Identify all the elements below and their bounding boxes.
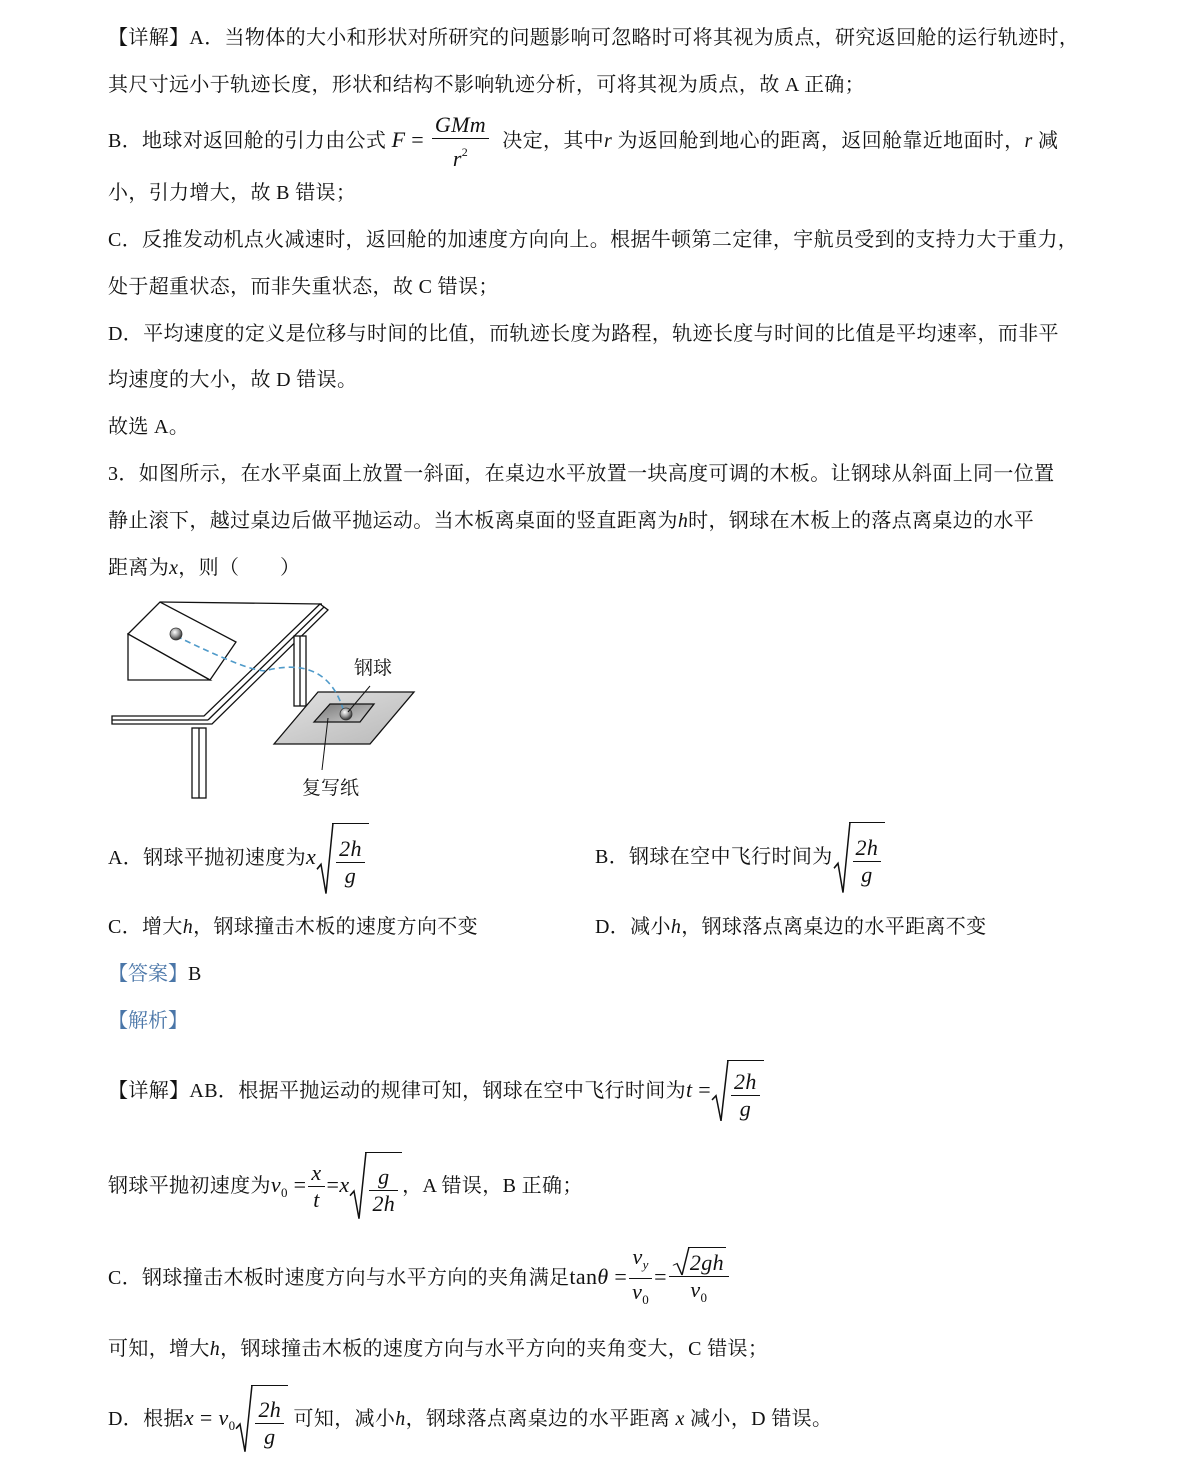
q3-c-text: C．钢球撞击木板时速度方向与水平方向的夹角满足: [108, 1267, 570, 1289]
q2-b-end: 减: [1038, 130, 1059, 153]
num: x: [308, 1160, 324, 1187]
q2-detail-line-c2: [108, 273, 499, 301]
q2-b-suffix: 为返回舱到地心的距离，返回舱靠近地面时，: [617, 130, 1025, 153]
gravity-formula: [391, 112, 497, 171]
den: 2h: [372, 1190, 396, 1216]
option-b-key: B．: [595, 846, 630, 869]
q3-stem-2a: 静止滚下，越过桌边后做平抛运动。当木板离桌面的竖直距离为: [108, 510, 678, 532]
var-x: x: [675, 1408, 685, 1430]
q3-detail-c: [108, 1244, 731, 1313]
option-a-pre: x: [305, 844, 317, 869]
q3-d-suffix-a: 可知，减小: [293, 1408, 396, 1430]
g-over-2h: [369, 1164, 398, 1217]
q2-detail-line-b2: [108, 179, 356, 207]
q3-stem-2b: 时，钢球在木板上的落点离桌边的水平: [688, 510, 1035, 532]
den-var: r: [452, 146, 462, 171]
radicand: 2gh: [688, 1247, 726, 1276]
q3-stem-line-3: [108, 554, 300, 582]
q3-stem-1: 3．如图所示，在水平桌面上放置一斜面，在桌边水平放置一块高度可调的木板。让钢球从斜面上同一位置: [108, 463, 1055, 485]
radical-icon: [711, 1060, 729, 1123]
v0: v: [690, 1276, 701, 1302]
detail-label: 【详解】: [108, 27, 190, 49]
den: [629, 1279, 652, 1313]
q2-conclusion: [108, 413, 189, 441]
q3-stem-line-2: [108, 507, 1034, 535]
x-over-t: [308, 1160, 324, 1213]
q2-detail-line-b1: [108, 112, 1058, 172]
option-a-fraction: [336, 836, 365, 889]
var-x: x: [169, 557, 179, 579]
option-c-var: h: [182, 916, 194, 938]
q3-ab-text: AB．根据平抛运动的规律可知，钢球在空中飞行时间为: [189, 1080, 686, 1102]
lhs: x: [183, 1405, 194, 1430]
option-d-text-b: ，钢球落点离桌边的水平距离不变: [681, 916, 987, 938]
ramp: [128, 602, 236, 680]
pre: x: [339, 1172, 350, 1197]
vy: v: [632, 1244, 643, 1270]
ball-start: [170, 628, 182, 640]
fraction-denominator: [432, 139, 489, 172]
option-b-text: 钢球在空中飞行时间为: [629, 846, 833, 869]
eq: =: [698, 1077, 712, 1102]
theta: θ: [597, 1264, 609, 1289]
vy-sub: y: [642, 1257, 649, 1273]
var-r2: r: [1024, 130, 1033, 153]
radical-icon: [833, 822, 851, 895]
pre: v: [218, 1405, 229, 1430]
q3-detail-v0: [108, 1152, 583, 1226]
detail-label: 【详解】: [108, 1080, 190, 1102]
q2-detail-line-d1: [108, 320, 1059, 348]
num: 2h: [255, 1397, 284, 1424]
option-a-text: 钢球平抛初速度为: [143, 847, 306, 869]
lhs-sub: 0: [280, 1185, 288, 1200]
q2-d-text-2: 均速度的大小，故 D 错误。: [108, 369, 358, 391]
var-h: h: [395, 1408, 406, 1430]
sqrt-2gh: [672, 1247, 726, 1276]
num: 2h: [853, 835, 882, 862]
option-d-text-a: 减小: [630, 916, 671, 938]
q2-detail-line-d2: [108, 366, 357, 394]
num: 2h: [336, 836, 365, 863]
den: g: [344, 863, 357, 889]
formula-eq: =: [411, 127, 425, 153]
option-d-var: h: [670, 916, 682, 938]
eq: =: [293, 1172, 307, 1197]
formula-lhs: F: [391, 127, 406, 153]
analysis-row: [108, 1007, 188, 1035]
radical-icon: [672, 1247, 690, 1276]
q3-d-text: D．根据: [108, 1408, 184, 1430]
q3-stem-3a: 距离为: [108, 557, 170, 579]
option-b-fraction: [853, 835, 882, 888]
option-d-key: D．: [595, 916, 631, 938]
q2-a-text-2: 其尺寸远小于轨迹长度，形状和结构不影响轨迹分析，可将其视为质点，故 A 正确；: [108, 74, 865, 96]
var-h: h: [677, 510, 689, 532]
v0-sub: 0: [700, 1289, 708, 1305]
projectile-experiment-figure: [108, 596, 428, 812]
label-carbon-paper: 复写纸: [302, 777, 360, 799]
den: [669, 1277, 729, 1311]
q3-v0-text: 钢球平抛初速度为: [108, 1175, 271, 1197]
q2-detail-line-a2: [108, 71, 865, 99]
q3-c2-a: 可知，增大: [108, 1338, 210, 1360]
answer-row: [108, 960, 201, 988]
tan-formula: [569, 1244, 731, 1308]
option-d[interactable]: [595, 913, 986, 941]
option-c-text-a: 增大: [142, 916, 183, 938]
option-a-key: A．: [108, 847, 144, 869]
den: g: [739, 1095, 752, 1121]
x-formula: [183, 1396, 288, 1449]
option-b-sqrt: [833, 822, 886, 895]
q3-c2-b: ，钢球撞击木板的速度方向与水平方向的夹角变大，C 错误；: [220, 1338, 769, 1360]
den: g: [264, 1423, 276, 1449]
eq2: =: [654, 1264, 667, 1289]
v0-sqrt: [349, 1152, 402, 1221]
table-ramp-board-diagram: [108, 596, 428, 806]
q2-detail-line-c1: [108, 226, 1078, 254]
var-h: h: [209, 1338, 221, 1360]
q2-a-text: A．当物体的大小和形状对所研究的问题影响可忽略时可将其视为质点，研究返回舱的运行轨迹时，: [189, 27, 1080, 49]
eq2: =: [326, 1172, 340, 1197]
num: [669, 1247, 729, 1277]
q3-v0-suffix: ，A 错误，B 正确；: [402, 1175, 583, 1197]
q3-stem-line-1: [108, 460, 1054, 488]
time-fraction: [731, 1069, 760, 1122]
q2-conclusion-text: 故选 A。: [108, 416, 190, 438]
answer-label: 【答案】: [108, 963, 188, 985]
q2-d-text: D．平均速度的定义是位移与时间的比值，而轨迹长度为路程，轨迹长度与时间的比值是平均速率，而非平: [108, 323, 1059, 345]
x-sqrt: [235, 1385, 288, 1454]
lhs: t: [685, 1077, 693, 1102]
2h-over-g: [255, 1397, 284, 1450]
option-c[interactable]: [108, 913, 478, 941]
q2-b-mid: 决定，其中: [502, 130, 605, 153]
eq: =: [199, 1405, 213, 1430]
time-sqrt: [711, 1060, 764, 1123]
q3-detail-c2: [108, 1335, 768, 1363]
v0: v: [632, 1279, 643, 1305]
option-b[interactable]: [595, 822, 885, 895]
label-steel-ball: 钢球: [354, 657, 393, 679]
option-a[interactable]: [108, 822, 369, 896]
analysis-label: 【解析】: [108, 1010, 188, 1032]
q3-detail-ab: [108, 1060, 764, 1123]
var-r: r: [604, 130, 613, 153]
q2-b-text-2: 小，引力增大，故 B 错误；: [108, 182, 357, 204]
q3-stem-3b: ，则（ ）: [178, 557, 301, 579]
gravity-fraction: [432, 112, 489, 172]
q3-detail-d: [108, 1385, 832, 1459]
v0-formula: [270, 1160, 402, 1216]
num: g: [369, 1164, 398, 1191]
radical-icon: [235, 1385, 253, 1454]
q3-d-suffix-b: ，钢球落点离桌边的水平距离: [405, 1408, 671, 1430]
num: [629, 1244, 652, 1279]
eq: =: [614, 1264, 628, 1289]
den: t: [313, 1187, 320, 1213]
den: g: [861, 862, 873, 888]
den-exp: 2: [461, 145, 469, 159]
v0-sub: 0: [642, 1292, 650, 1308]
answer-value: B: [188, 963, 202, 985]
tan: tan: [569, 1264, 598, 1289]
q2-detail-line-a1: [108, 24, 1079, 52]
time-formula: [685, 1068, 764, 1121]
pre-sub: 0: [228, 1418, 236, 1433]
option-a-sqrt: [316, 823, 369, 896]
q3-d-suffix-c: 减小，D 错误。: [690, 1408, 833, 1430]
option-c-text-b: ，钢球撞击木板的速度方向不变: [193, 916, 479, 938]
sqrt2gh-over-v0: [669, 1247, 729, 1311]
q2-b-prefix: B．地球对返回舱的引力由公式: [108, 130, 387, 153]
fraction-numerator: GMm: [432, 112, 489, 139]
q2-c-text-2: 处于超重状态，而非失重状态，故 C 错误；: [108, 276, 499, 298]
radical-icon: [349, 1152, 367, 1221]
option-c-key: C．: [108, 916, 143, 938]
vy-over-v0: [629, 1244, 652, 1313]
num: 2h: [731, 1069, 760, 1096]
lhs: v: [270, 1172, 281, 1197]
radical-icon: [316, 823, 334, 896]
q2-c-text: C．反推发动机点火减速时，返回舱的加速度方向向上。根据牛顿第二定律，宇航员受到的支持力大于重力，: [108, 229, 1079, 251]
